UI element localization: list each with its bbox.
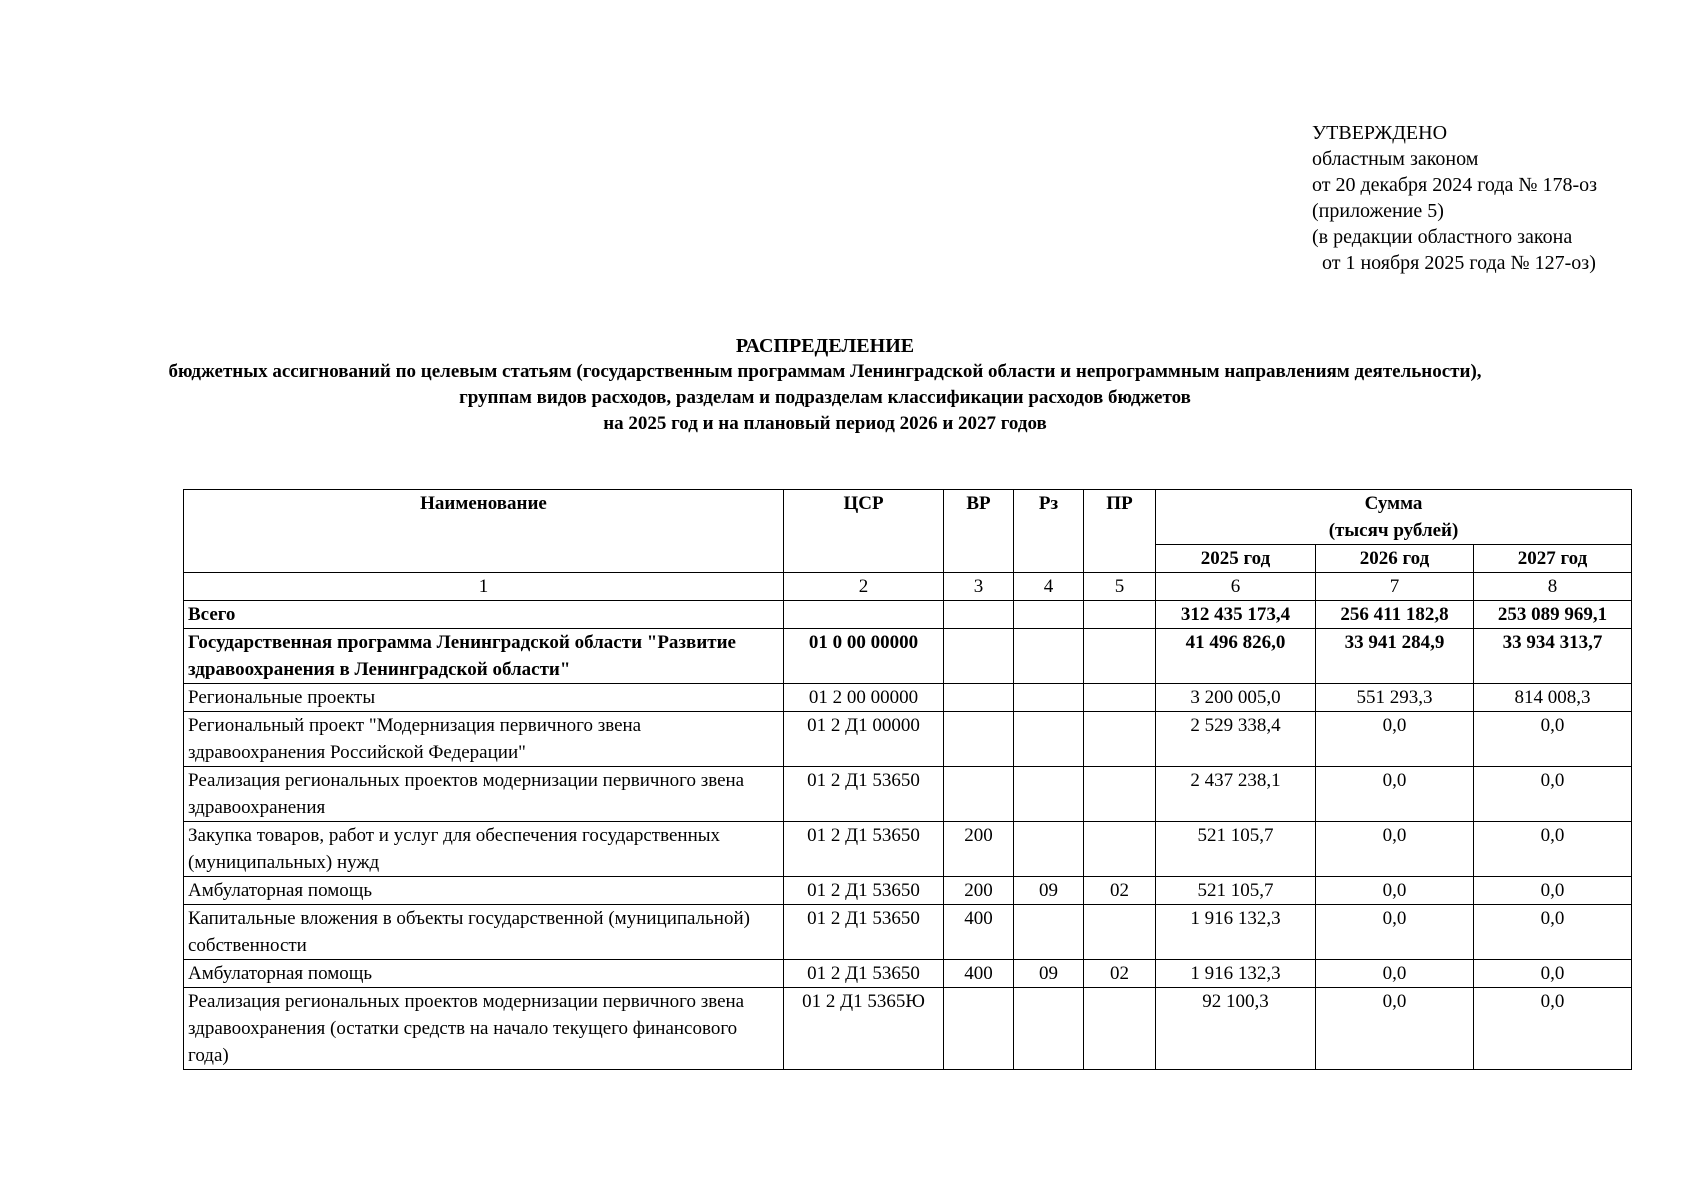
cell-amount-2026: 256 411 182,8 bbox=[1316, 601, 1474, 629]
column-number: 1 bbox=[184, 573, 784, 601]
cell-amount-2027: 253 089 969,1 bbox=[1474, 601, 1632, 629]
cell-rz bbox=[1014, 684, 1084, 712]
cell-rz bbox=[1014, 822, 1084, 877]
cell-pr bbox=[1084, 601, 1156, 629]
cell-amount-2027: 0,0 bbox=[1474, 767, 1632, 822]
cell-pr: 02 bbox=[1084, 960, 1156, 988]
column-number-row bbox=[184, 573, 1632, 601]
approval-law: областным законом bbox=[1312, 148, 1479, 170]
header-2026: 2026 год bbox=[1316, 545, 1474, 573]
cell-name: Капитальные вложения в объекты государственной (муниципальной) собственности bbox=[184, 905, 784, 960]
cell-csr: 01 2 Д1 00000 bbox=[784, 712, 944, 767]
document-subtitle-3: на 2025 год и на плановый период 2026 и 2027 годов bbox=[603, 413, 1047, 434]
table-row bbox=[184, 822, 1632, 877]
cell-amount-2026: 0,0 bbox=[1316, 905, 1474, 960]
cell-name: Амбулаторная помощь bbox=[184, 960, 784, 988]
table-row bbox=[184, 684, 1632, 712]
cell-amount-2025: 1 916 132,3 bbox=[1156, 960, 1316, 988]
document-title: РАСПРЕДЕЛЕНИЕ bbox=[735, 335, 915, 357]
column-number: 6 bbox=[1156, 573, 1316, 601]
cell-vr: 200 bbox=[944, 877, 1014, 905]
cell-amount-2026: 0,0 bbox=[1316, 877, 1474, 905]
cell-amount-2025: 521 105,7 bbox=[1156, 822, 1316, 877]
cell-vr: 200 bbox=[944, 822, 1014, 877]
cell-amount-2027: 814 008,3 bbox=[1474, 684, 1632, 712]
cell-vr: 400 bbox=[944, 905, 1014, 960]
cell-rz bbox=[1014, 629, 1084, 684]
cell-rz bbox=[1014, 767, 1084, 822]
budget-table bbox=[183, 489, 1632, 1070]
cell-csr: 01 2 Д1 53650 bbox=[784, 905, 944, 960]
cell-pr bbox=[1084, 905, 1156, 960]
table-row bbox=[184, 960, 1632, 988]
header-csr: ЦСР bbox=[784, 490, 944, 573]
cell-amount-2025: 41 496 826,0 bbox=[1156, 629, 1316, 684]
approval-stamp bbox=[1312, 120, 1597, 276]
cell-amount-2025: 1 916 132,3 bbox=[1156, 905, 1316, 960]
table-row bbox=[184, 988, 1632, 1070]
document-subtitle-1: бюджетных ассигнований по целевым статьям (государственным программам Ленинградской области и непрограммным направлениям деятельности), bbox=[168, 361, 1482, 382]
cell-csr: 01 2 Д1 53650 bbox=[784, 960, 944, 988]
table-body bbox=[184, 601, 1632, 1070]
column-number: 7 bbox=[1316, 573, 1474, 601]
cell-pr bbox=[1084, 629, 1156, 684]
cell-pr bbox=[1084, 712, 1156, 767]
cell-csr: 01 2 00 00000 bbox=[784, 684, 944, 712]
cell-name: Закупка товаров, работ и услуг для обеспечения государственных (муниципальных) нужд bbox=[184, 822, 784, 877]
approval-revision: (в редакции областного закона bbox=[1312, 226, 1573, 248]
cell-amount-2025: 521 105,7 bbox=[1156, 877, 1316, 905]
cell-rz bbox=[1014, 905, 1084, 960]
cell-amount-2025: 2 437 238,1 bbox=[1156, 767, 1316, 822]
table-row bbox=[184, 767, 1632, 822]
header-sum bbox=[1156, 490, 1632, 545]
table-row bbox=[184, 629, 1632, 684]
cell-amount-2025: 312 435 173,4 bbox=[1156, 601, 1316, 629]
cell-rz bbox=[1014, 601, 1084, 629]
cell-amount-2027: 0,0 bbox=[1474, 822, 1632, 877]
cell-name: Амбулаторная помощь bbox=[184, 877, 784, 905]
cell-vr bbox=[944, 684, 1014, 712]
approval-title: УТВЕРЖДЕНО bbox=[1312, 122, 1448, 144]
column-number: 3 bbox=[944, 573, 1014, 601]
cell-amount-2027: 0,0 bbox=[1474, 877, 1632, 905]
cell-amount-2027: 0,0 bbox=[1474, 988, 1632, 1070]
table-row bbox=[184, 877, 1632, 905]
cell-name: Региональный проект "Модернизация первичного звена здравоохранения Российской Федерации" bbox=[184, 712, 784, 767]
cell-amount-2027: 0,0 bbox=[1474, 960, 1632, 988]
column-number: 4 bbox=[1014, 573, 1084, 601]
header-vr: ВР bbox=[944, 490, 1014, 573]
cell-vr bbox=[944, 629, 1014, 684]
cell-pr bbox=[1084, 684, 1156, 712]
column-number: 8 bbox=[1474, 573, 1632, 601]
cell-amount-2026: 551 293,3 bbox=[1316, 684, 1474, 712]
cell-csr: 01 2 Д1 53650 bbox=[784, 877, 944, 905]
cell-amount-2025: 3 200 005,0 bbox=[1156, 684, 1316, 712]
cell-rz: 09 bbox=[1014, 877, 1084, 905]
column-number: 2 bbox=[784, 573, 944, 601]
column-number: 5 bbox=[1084, 573, 1156, 601]
table-row bbox=[184, 905, 1632, 960]
cell-vr bbox=[944, 988, 1014, 1070]
cell-rz bbox=[1014, 988, 1084, 1070]
cell-amount-2026: 0,0 bbox=[1316, 822, 1474, 877]
table-row bbox=[184, 601, 1632, 629]
cell-rz bbox=[1014, 712, 1084, 767]
header-rz: Рз bbox=[1014, 490, 1084, 573]
cell-amount-2026: 0,0 bbox=[1316, 767, 1474, 822]
cell-amount-2026: 0,0 bbox=[1316, 712, 1474, 767]
header-2025: 2025 год bbox=[1156, 545, 1316, 573]
cell-name: Реализация региональных проектов модернизации первичного звена здравоохранения bbox=[184, 767, 784, 822]
header-sum-unit: (тысяч рублей) bbox=[1328, 520, 1459, 541]
header-2027: 2027 год bbox=[1474, 545, 1632, 573]
header-name: Наименование bbox=[184, 490, 784, 573]
cell-csr: 01 2 Д1 53650 bbox=[784, 822, 944, 877]
cell-csr bbox=[784, 601, 944, 629]
cell-vr bbox=[944, 712, 1014, 767]
cell-name: Реализация региональных проектов модернизации первичного звена здравоохранения (остатки средств на начало текущего финансового года) bbox=[184, 988, 784, 1070]
cell-pr bbox=[1084, 767, 1156, 822]
cell-vr bbox=[944, 601, 1014, 629]
table-row bbox=[184, 712, 1632, 767]
cell-pr bbox=[1084, 822, 1156, 877]
cell-rz: 09 bbox=[1014, 960, 1084, 988]
cell-amount-2026: 33 941 284,9 bbox=[1316, 629, 1474, 684]
cell-amount-2027: 33 934 313,7 bbox=[1474, 629, 1632, 684]
cell-amount-2026: 0,0 bbox=[1316, 988, 1474, 1070]
document-heading bbox=[150, 333, 1500, 437]
cell-amount-2027: 0,0 bbox=[1474, 712, 1632, 767]
cell-amount-2026: 0,0 bbox=[1316, 960, 1474, 988]
cell-vr: 400 bbox=[944, 960, 1014, 988]
cell-pr bbox=[1084, 988, 1156, 1070]
cell-amount-2025: 2 529 338,4 bbox=[1156, 712, 1316, 767]
cell-csr: 01 2 Д1 53650 bbox=[784, 767, 944, 822]
approval-appendix: (приложение 5) bbox=[1312, 200, 1444, 222]
approval-date: от 20 декабря 2024 года № 178-оз bbox=[1312, 174, 1598, 196]
cell-csr: 01 2 Д1 5365Ю bbox=[784, 988, 944, 1070]
cell-vr bbox=[944, 767, 1014, 822]
cell-name: Государственная программа Ленинградской области "Развитие здравоохранения в Ленинградской области" bbox=[184, 629, 784, 684]
header-sum-label: Сумма bbox=[1364, 493, 1423, 514]
cell-name: Всего bbox=[184, 601, 784, 629]
header-pr: ПР bbox=[1084, 490, 1156, 573]
cell-pr: 02 bbox=[1084, 877, 1156, 905]
cell-name: Региональные проекты bbox=[184, 684, 784, 712]
document-subtitle-2: группам видов расходов, разделам и подразделам классификации расходов бюджетов bbox=[459, 387, 1191, 408]
cell-amount-2027: 0,0 bbox=[1474, 905, 1632, 960]
cell-csr: 01 0 00 00000 bbox=[784, 629, 944, 684]
cell-amount-2025: 92 100,3 bbox=[1156, 988, 1316, 1070]
approval-revision-date: от 1 ноября 2025 года № 127-оз) bbox=[1322, 252, 1596, 274]
